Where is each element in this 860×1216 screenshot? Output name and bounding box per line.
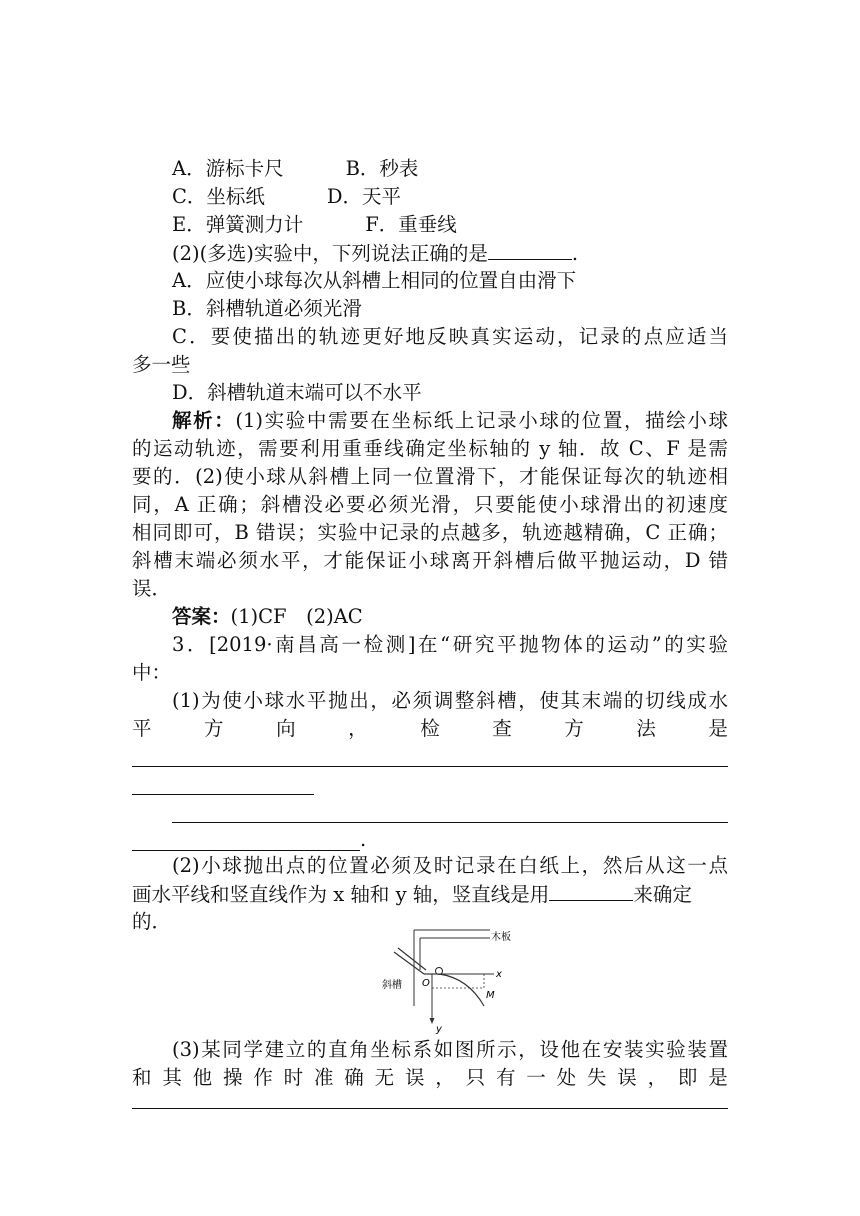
label-x: x xyxy=(496,969,502,980)
answer-label: 答案： xyxy=(172,605,231,628)
label-chute: 斜槽 xyxy=(382,980,402,991)
q3-part2-line-3: 的． xyxy=(132,910,172,933)
analysis-line-7: 误． xyxy=(132,577,172,600)
analysis-line-4: 同，A 正确；斜槽没必要必须光滑，只要能使小球滑出的初速度 xyxy=(132,493,728,516)
answer-rule-3 xyxy=(172,822,728,823)
label-board: 木板 xyxy=(491,932,511,943)
option-a: A．游标卡尺 xyxy=(172,157,284,180)
answer-line xyxy=(172,603,728,631)
answer-blank xyxy=(488,239,572,260)
q3-line-2: 中： xyxy=(132,661,172,684)
option-f: F．重垂线 xyxy=(365,213,457,236)
trajectory-curve xyxy=(439,974,484,1006)
option-b: B．秒表 xyxy=(345,157,419,180)
option-row-ab xyxy=(172,155,728,183)
apparatus-figure xyxy=(380,926,520,1036)
answer-value: (1)CF (2)AC xyxy=(230,605,363,628)
q3-part3-line-1: (3)某同学建立的直角坐标系如图所示，设他在安装实验装置 xyxy=(172,1038,728,1061)
label-y: y xyxy=(436,1024,442,1035)
option-e: E．弹簧测力计 xyxy=(172,213,304,236)
option-d: D．天平 xyxy=(326,185,402,208)
answer-rule-4 xyxy=(132,850,360,851)
part2-option-d: D．斜槽轨道末端可以不水平 xyxy=(172,381,422,404)
part2-option-c-line1: C．要使描出的轨迹更好地反映真实运动，记录的点应适当 xyxy=(172,325,728,348)
part2-stem: (2)(多选)实验中，下列说法正确的是 . xyxy=(172,239,728,267)
label-origin: O xyxy=(422,978,430,989)
q3-part1-line-1: (1)为使小球水平抛出，必须调整斜槽，使其末端的切线成水 xyxy=(172,689,728,712)
part2-option-a: A．应使小球每次从斜槽上相同的位置自由滑下 xyxy=(172,269,577,292)
q3-part1-line-2: 平 方 向 ， 检 查 方 法 是 xyxy=(132,717,728,740)
y-axis-arrow xyxy=(430,1018,435,1024)
label-m: M xyxy=(486,990,495,1001)
q3-line-1: 3．[2019·南昌高一检测]在“研究平抛物体的运动”的实验 xyxy=(172,633,728,656)
answer-rule-2 xyxy=(132,794,314,795)
q3-part3-line-2: 和 其 他 操 作 时 准 确 无 误 ， 只 有 一 处 失 误 ， 即 是 xyxy=(132,1066,728,1089)
q3-part2-line-1: (2)小球抛出点的位置必须及时记录在白纸上，然后从这一点 xyxy=(172,854,728,877)
part2-option-b: B．斜槽轨道必须光滑 xyxy=(172,297,362,320)
analysis-line-6: 斜槽末端必须水平，才能保证小球离开斜槽后做平抛运动，D 错 xyxy=(132,549,728,572)
part2-option-c-line2: 多一些 xyxy=(132,353,191,376)
analysis-line-2: 的运动轨迹，需要利用重垂线确定坐标轴的 y 轴．故 C、F 是需 xyxy=(132,437,728,460)
answer-rule-5 xyxy=(132,1108,728,1109)
analysis-line-5: 相同即可，B 错误；实验中记录的点越多，轨迹越精确，C 正确； xyxy=(132,521,728,544)
rule-end-period: . xyxy=(360,828,367,851)
answer-blank xyxy=(549,880,633,901)
q3-part2-line-2: 画水平线和竖直线作为 x 轴和 y 轴，竖直线是用 来确定 xyxy=(132,880,728,908)
option-row-ef xyxy=(172,211,728,239)
chute-line-2 xyxy=(398,948,426,970)
analysis-line-1: 解析：(1)实验中需要在坐标纸上记录小球的位置，描绘小球 xyxy=(172,409,728,432)
ball xyxy=(436,968,443,975)
option-c: C．坐标纸 xyxy=(172,185,265,208)
option-row-cd xyxy=(172,183,728,211)
analysis-line-3: 要的．(2)使小球从斜槽上同一位置滑下，才能保证每次的轨迹相 xyxy=(132,465,728,488)
analysis-label: 解析： xyxy=(172,409,236,432)
answer-rule-1 xyxy=(132,766,728,767)
